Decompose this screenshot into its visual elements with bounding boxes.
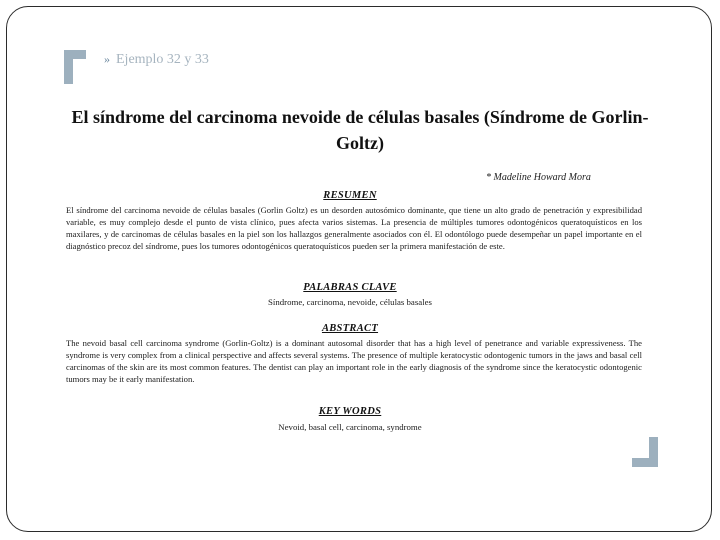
abstract-text: The nevoid basal cell carcinoma syndrome (Gorlin-Goltz) is a dominant autosomal disorder that has a high level of penetrance and variable expressiveness. The syndrome is very complex from a clinical perspective and affects several systems. The presence of multiple keratocystic odontogenic tumors in the jaws and basal cell carcinomas of the skin are its most common features. The dentist can play an important role in the early diagnosis of the syndrome since the keratocystic odontogenic tumors may be it early manifestation. (66, 338, 642, 384)
document-title: El síndrome del carcinoma nevoide de células basales (Síndrome de Gorlin-Goltz) (71, 107, 649, 153)
document-author: * Madeline Howard Mora (486, 172, 591, 183)
slide-heading (104, 52, 209, 68)
abstract-heading: ABSTRACT (321, 323, 379, 334)
bullet-icon: » (104, 52, 110, 66)
resumen-text: El síndrome del carcinoma nevoide de células basales (Gorlin Goltz) es un desorden autosómico dominante, que tiene un alto grado de penetración y expresibilidad variable, es muy complejo desde el punto de vista clínico, pues afecta varios sistemas. La presencia de múltiples tumores odontogénicos queratoquísticos en los maxilares, y de carcinomas de células basales en la piel son los hallazgos generalmente asociados con él. El odontólogo puede desempeñar un papel importante en el diagnóstico precoz del síndrome, pues los tumores odontogénicos queratoquísticos pueden ser la primera manifestación de este. (66, 205, 642, 251)
palabras-clave-heading: PALABRAS CLAVE (303, 282, 397, 293)
palabras-clave-text: Síndrome, carcinoma, nevoide, células basales (268, 297, 432, 307)
key-words-text: Nevoid, basal cell, carcinoma, syndrome (278, 422, 422, 432)
slide-frame (6, 6, 712, 532)
slide-heading-text: Ejemplo 32 y 33 (116, 52, 209, 67)
resumen-heading: RESUMEN (323, 190, 377, 201)
corner-bracket-bottom-right (632, 437, 658, 467)
corner-bracket-top-left (64, 50, 86, 84)
key-words-heading: KEY WORDS (318, 406, 382, 417)
